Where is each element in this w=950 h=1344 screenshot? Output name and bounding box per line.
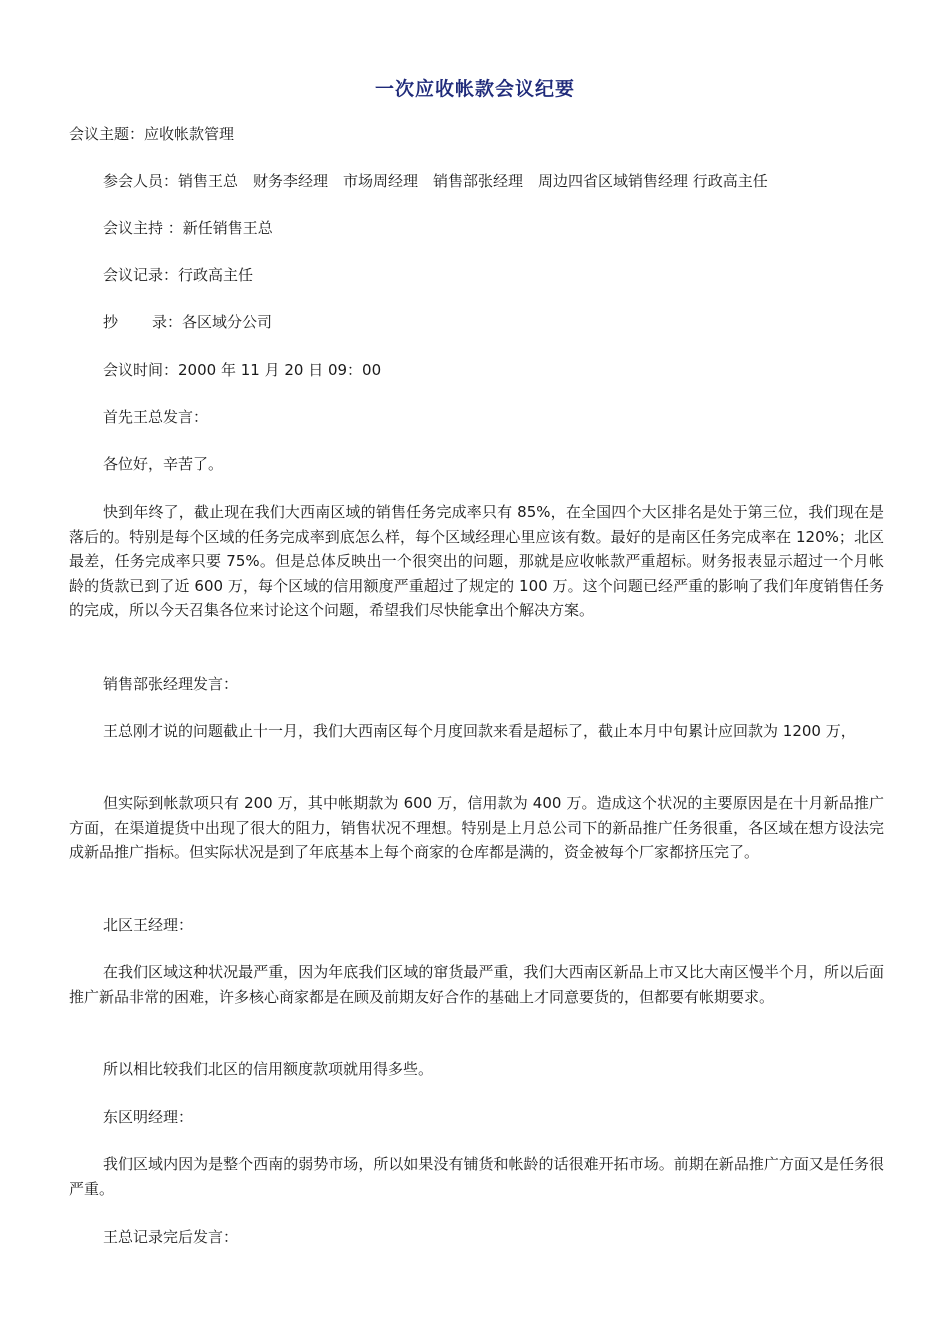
copy-to-label-b: 录：各区域分公司 <box>152 313 273 331</box>
speaker-heading-zhang: 销售部张经理发言： <box>103 675 239 693</box>
paragraph-zhang-speech-1: 王总刚才说的问题截止十一月，我们大西南区每个月度回款来看是超标了，截止本月中旬累计应回款为 1200 万， <box>103 722 856 740</box>
paragraph-east-speech: 我们区域内因为是整个西南的弱势市场，所以如果没有铺货和帐龄的话很难开拓市场。前期在新品推广方面又是任务很严重。 <box>69 1155 884 1198</box>
speaker-heading-north: 北区王经理： <box>103 916 194 934</box>
speaker-heading-wang: 首先王总发言： <box>103 408 209 426</box>
paragraph-north-speech-1: 在我们区域这种状况最严重，因为年底我们区域的窜货最严重，我们大西南区新品上市又比大南区慢半个月，所以后面推广新品非常的困难，许多核心商家都是在顾及前期友好合作的基础上才同意要货的，但都要有帐期要求。 <box>69 963 884 1006</box>
greeting: 各位好，辛苦了。 <box>103 455 224 473</box>
meeting-topic: 会议主题：应收帐款管理 <box>69 125 235 143</box>
meeting-time: 会议时间：2000 年 11 月 20 日 09：00 <box>103 361 382 379</box>
meeting-host: 会议主持 ：新任销售王总 <box>103 219 273 237</box>
meeting-recorder: 会议记录：行政高主任 <box>103 266 254 284</box>
copy-to-label-a: 抄 <box>103 313 119 331</box>
speaker-heading-east: 东区明经理： <box>103 1108 194 1126</box>
speaker-heading-wang-closing: 王总记录完后发言： <box>103 1228 239 1246</box>
meeting-copy-to <box>103 310 272 334</box>
meeting-attendees: 参会人员：销售王总 财务李经理 市场周经理 销售部张经理 周边四省区域销售经理 行政高主任 <box>103 172 768 190</box>
paragraph-zhang-speech-2: 但实际到帐款项只有 200 万，其中帐期款为 600 万，信用款为 400 万。造成这个状况的主要原因是在十月新品推广方面，在渠道提货中出现了很大的阻力，销售状况不理想。特别是上月总公司下的新品推广任务很重，各区域在想方设法完成新品推广指标。但实际状况是到了年底基本上每个商家的仓库都是满的，资金被每个厂家都挤压完了。 <box>69 794 884 861</box>
document-title: 一次应收帐款会议纪要 <box>374 78 575 100</box>
paragraph-north-speech-2: 所以相比较我们北区的信用额度款项就用得多些。 <box>103 1060 434 1078</box>
paragraph-wang-speech: 快到年终了，截止现在我们大西南区域的销售任务完成率只有 85%，在全国四个大区排名是处于第三位，我们现在是落后的。特别是每个区域的任务完成率到底怎么样，每个区域经理心里应该有数。最好的是南区任务完成率在 120%；北区最差，任务完成率只要 75%。但是总体反映出一个很突出的问题，那就是应收帐款严重超标。财务报表显示超过一个月帐龄的货款已到了近 600 万，每个区域的信用额度严重超过了规定的 100 万。这个问题已经严重的影响了我们年度销售任务的完成，所以今天召集各位来讨论这个问题，希望我们尽快能拿出个解决方案。 <box>69 503 884 619</box>
